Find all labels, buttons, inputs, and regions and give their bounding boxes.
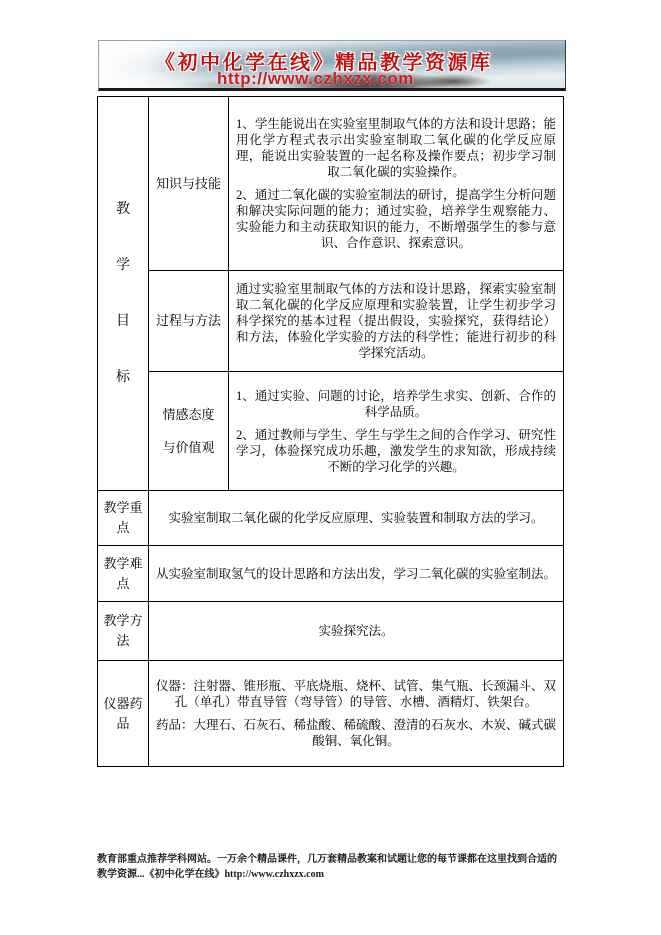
teaching-difficulty-label-cell (98, 546, 149, 602)
teaching-goal-label-cell (98, 97, 149, 491)
teaching-focus-row (98, 491, 564, 546)
teaching-focus-label-line-1: 教学重 (103, 500, 143, 515)
site-banner-image (98, 40, 566, 91)
teaching-focus-label-line-2: 点 (116, 520, 130, 535)
goal-char-xue: 学 (116, 257, 130, 273)
reagents-paragraph: 药品：大理石、石灰石、稀盐酸、稀硫酸、澄清的石灰水、木炭、碱式碳酸铜、氧化铜。 (156, 718, 557, 748)
teaching-difficulty-label-line-1: 教学难 (103, 555, 143, 571)
emotion-value-label-line-2: 与价值观 (162, 440, 215, 455)
goal-char-jiao: 教 (116, 201, 130, 217)
goal-char-biao: 标 (116, 369, 130, 385)
teaching-difficulty-text: 从实验室制取氢气的设计思路和方法出发，学习二氧化碳的实验室制法。 (156, 566, 557, 581)
footer-note (97, 852, 571, 882)
banner-site-title: 《初中化学在线》精品教学资源库 (155, 52, 493, 74)
footer-line-2-text: 教学资源...《初中化学在线》 (97, 869, 225, 880)
teaching-method-text: 实验探究法。 (318, 624, 394, 638)
lesson-plan-table (97, 96, 564, 767)
teaching-method-label-line-1: 教学方 (103, 613, 143, 628)
footer-line-1: 教育部重点推荐学科网站。一万余个精品课件，几万套精品教案和试题让您的每节课都在这里找到合适的 (97, 854, 557, 865)
equipment-label-line-1: 仪器药 (103, 695, 143, 711)
knowledge-skill-content-cell (229, 97, 564, 271)
teaching-focus-content-cell (149, 491, 564, 546)
teaching-focus-text: 实验室制取二氧化碳的化学反应原理、实验装置和制取方法的学习。 (168, 511, 544, 525)
knowledge-skill-row (98, 97, 564, 271)
emotion-value-row (98, 372, 564, 491)
banner-site-url: http://www.czhxzx.com (217, 69, 414, 88)
footer-line-2 (97, 867, 571, 882)
teaching-method-label-line-2: 法 (116, 633, 130, 648)
equipment-content-cell (149, 661, 564, 767)
teaching-method-label-cell (98, 602, 149, 661)
teaching-method-content-cell (149, 602, 564, 661)
process-method-label-cell (149, 271, 229, 372)
emotion-value-content-cell (229, 372, 564, 491)
equipment-label-line-2: 品 (116, 715, 130, 731)
knowledge-skill-paragraph-1: 1、学生能说出在实验室里制取气体的方法和设计思路；能用化学方程式表示出实验室制取二氧化碳的化学反应原理，能说出实验装置的一起名称及操作要点；初步学习制取二氧化碳的实验操作。 (236, 117, 556, 179)
footer-url: http://www.czhxzx.com (224, 869, 324, 880)
knowledge-skill-label: 知识与技能 (155, 175, 221, 191)
process-method-row (98, 271, 564, 372)
instruments-paragraph: 仪器：注射器、锥形瓶、平底烧瓶、烧杯、试管、集气瓶、长颈漏斗、双孔（单孔）带直导管（弯导管）的导管、水槽、酒精灯、铁架台。 (156, 679, 557, 709)
equipment-row (98, 661, 564, 767)
teaching-difficulty-row (98, 546, 564, 602)
teaching-difficulty-label-line-2: 点 (116, 575, 130, 591)
teaching-difficulty-content-cell (149, 546, 564, 602)
process-method-label: 过程与方法 (155, 313, 221, 328)
knowledge-skill-label-cell (149, 97, 229, 271)
emotion-value-label-cell (149, 372, 229, 491)
emotion-value-paragraph-1: 1、通过实验、问题的讨论，培养学生求实、创新、合作的科学品质。 (236, 388, 556, 419)
knowledge-skill-paragraph-2: 2、通过二氧化碳的实验室制法的研讨，提高学生分析问题和解决实际问题的能力；通过实验，培养学生观察能力、实验能力和主动获取知识的能力，不断增强学生的参与意识、合作意识、探索意识。 (236, 188, 556, 250)
emotion-value-label-line-1: 情感态度 (162, 407, 215, 422)
process-method-content-cell (229, 271, 564, 372)
goal-char-mu: 目 (116, 313, 130, 329)
teaching-focus-label-cell (98, 491, 149, 546)
teaching-method-row (98, 602, 564, 661)
process-method-paragraph: 通过实验室里制取气体的方法和设计思路，探索实验室制取二氧化碳的化学反应原理和实验装置，让学生初步学习科学探究的基本过程（提出假设，实验探究，获得结论）和方法，体验化学实验的方法的科学性；能进行初步的科学探究活动。 (236, 282, 556, 360)
equipment-label-cell (98, 661, 149, 767)
emotion-value-paragraph-2: 2、通过教师与学生、学生与学生之间的合作学习、研究性学习，体验探究成功乐趣，激发学生的求知欲，形成持续不断的学习化学的兴趣。 (236, 427, 556, 474)
